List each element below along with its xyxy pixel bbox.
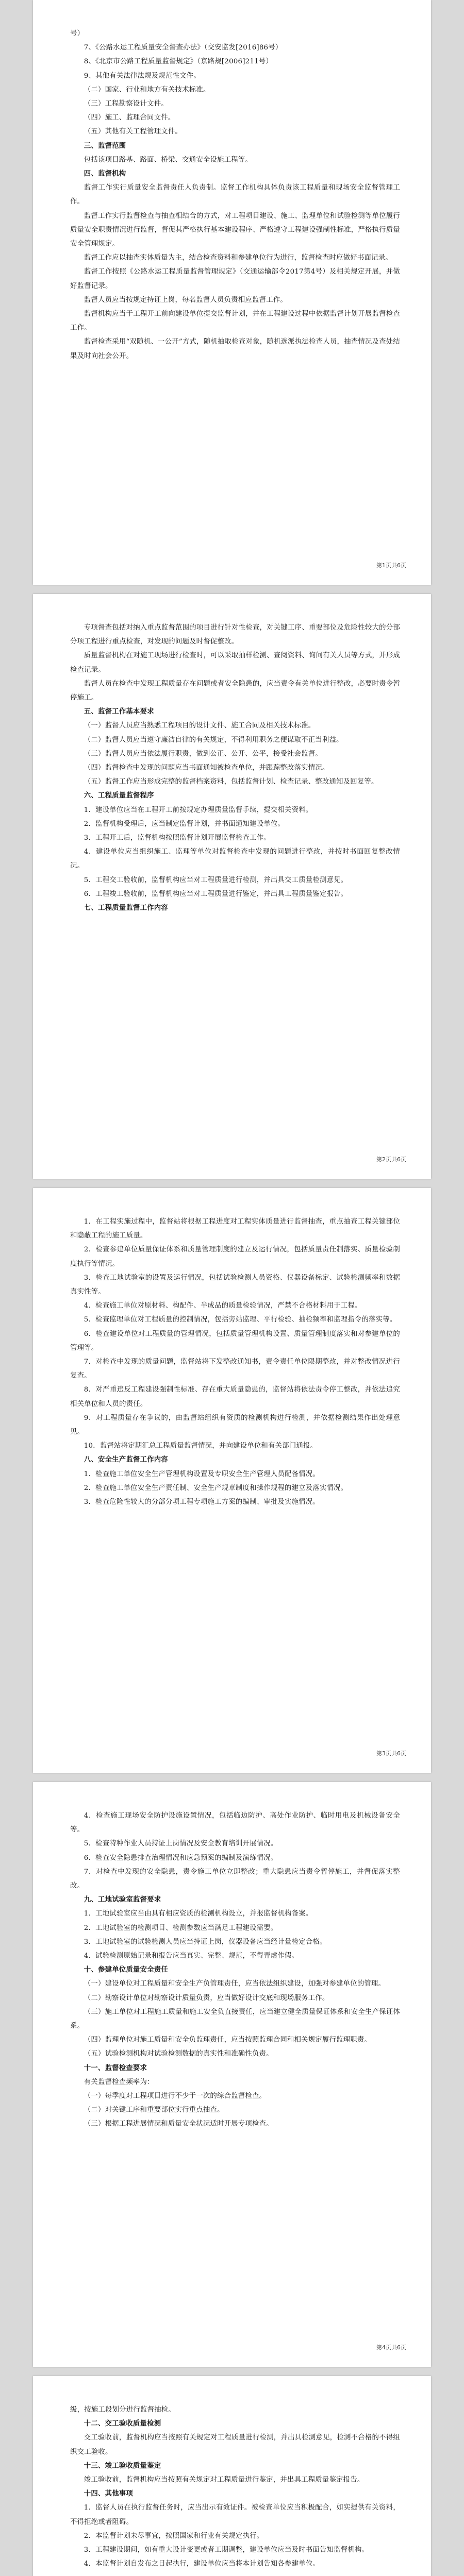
page-1-line: 监督工作实行监督检查与抽查相结合的方式，对工程项目建设、施工、监理单位和试验检测等单位履行质量安全职责情况进行监督，督促其严格执行基本建设程序、严格遵守工程建设强制性标准，严格执行质量安全管理规定。	[70, 212, 400, 248]
page-number: 第4页共6页	[376, 2344, 406, 2351]
page-5-line: 4．本监督计划自发布之日起执行，建设单位应当将本计划告知各参建单位。	[84, 2560, 320, 2568]
page-4-line: （二）对关键工序和重要部位实行重点抽查。	[84, 2106, 224, 2114]
section-heading: 四、监督机构	[84, 170, 126, 178]
page-3-content	[70, 1215, 400, 1509]
section-heading: 十一、监督检查要求	[84, 2063, 147, 2072]
page-5-content	[70, 2403, 400, 2576]
section-heading: 八、安全生产监督工作内容	[84, 1455, 168, 1464]
page-4-line: 5．检查特种作业人员持证上岗情况及安全教育培训开展情况。	[84, 1840, 278, 1848]
page-2-line: 3．工程开工后，监督机构按照监督计划开展监督检查工作。	[84, 834, 271, 842]
page-4-line: 6．检查安全隐患排查治理情况和应急预案的编制及演练情况。	[84, 1854, 278, 1862]
page-5-line: 3．工程建设期间，如有重大设计变更或者工期调整，建设单位应当及时书面告知监督机构。	[84, 2546, 369, 2554]
page-1-line: 包括该项目路基、路面、桥梁、交通安全设施工程等。	[84, 156, 252, 164]
document-page-1	[33, 0, 431, 585]
page-1-line: （二）国家、行业和地方有关技术标准。	[84, 86, 210, 94]
page-5-line: 级，按施工段划分进行监督抽检。	[70, 2406, 175, 2414]
page-2-line: （一）监督人员应当熟悉工程项目的设计文件、施工合同及相关技术标准。	[84, 722, 316, 730]
page-3-line: 1．在工程实施过程中，监督站将根据工程进度对工程实体质量进行监督抽查，重点抽查工程关键部位和隐蔽工程的施工质量。	[70, 1218, 400, 1240]
page-3-line: 6．检查建设单位对工程质量的管理情况，包括质量管理机构设置、质量管理制度落实和对参建单位的管理等。	[70, 1330, 400, 1352]
page-1-line: 监督工作按照《公路水运工程质量监督管理规定》（交通运输部令2017第4号）及相关规定开展，并做好监督记录。	[70, 268, 400, 290]
page-3-line: 8．对严重违反工程建设强制性标准、存在重大质量隐患的，监督站将依法责令停工整改，并依法追究相关单位和人员的责任。	[70, 1386, 400, 1408]
page-4-line: （四）监理单位对施工质量和安全负监理责任，应当按照监理合同和相关规定履行监理职责。	[84, 2036, 372, 2044]
page-1-line: 9、其他有关法律法规及规范性文件。	[84, 72, 201, 80]
page-number: 第3页共6页	[376, 1750, 406, 1757]
page-2-line: 6．工程竣工验收前，监督机构应当对工程质量进行鉴定，并出具工程质量鉴定报告。	[84, 890, 348, 898]
page-5-line: 2．本监督计划未尽事宜，按照国家和行业有关规定执行。	[84, 2532, 264, 2540]
page-number: 第2页共6页	[376, 1156, 406, 1163]
page-1-line: 8、《北京市公路工程质量监督规定》（京路规[2006]211号）	[84, 58, 273, 66]
document-page-3	[33, 1188, 431, 1773]
page-4-line: 4．试验检测原始记录和报告应当真实、完整、规范，不得弄虚作假。	[84, 1952, 299, 1960]
page-1-line: 监督机构应当于工程开工前向建设单位提交监督计划，并在工程建设过程中依据监督计划开展监督检查工作。	[70, 310, 400, 332]
page-1-line: 监督工作应以抽查实体质量为主，结合检查资料和参建单位行为进行，监督检查时应做好书面记录。	[84, 254, 392, 262]
section-heading: 十三、竣工验收质量鉴定	[84, 2461, 161, 2470]
page-2-content	[70, 621, 400, 915]
page-3-line: 2．检查参建单位质量保证体系和质量管理制度的建立及运行情况，包括质量责任制落实、质量检验制度执行等情况。	[70, 1246, 400, 1268]
section-heading: 七、工程质量监督工作内容	[84, 904, 168, 912]
page-3-line: 2．检查施工单位安全生产责任制、安全生产规章制度和操作规程的建立及落实情况。	[84, 1484, 348, 1492]
page-3-line: 10．监督站将定期汇总工程质量监督情况，并向建设单位和有关部门通报。	[84, 1442, 318, 1450]
page-4-line: （五）试验检测机构对试验检测数据的真实性和准确性负责。	[84, 2050, 273, 2058]
document-page-4	[33, 1782, 431, 2367]
page-1-content	[70, 27, 400, 363]
page-5-line: 交工验收前，监督机构应当按照有关规定对工程质量进行检测，并出具检测意见，检测不合格的不得组织交工验收。	[70, 2434, 400, 2456]
section-heading: 十四、其他事项	[84, 2489, 133, 2498]
page-4-content	[70, 1809, 400, 2131]
page-4-line: 7．对检查中发现的安全隐患，责令施工单位立即整改；重大隐患应当责令暂停施工，并督促落实整改。	[70, 1868, 400, 1890]
page-2-line: 监督人员在检查中发现工程质量存在问题或者安全隐患的，应当责令有关单位进行整改，必要时责令暂停施工。	[70, 680, 400, 702]
page-2-line: 1．建设单位应当在工程开工前按规定办理质量监督手续，提交相关资料。	[84, 806, 313, 814]
page-3-line: 3．检查危险性较大的分部分项工程专项施工方案的编制、审批及实施情况。	[84, 1498, 320, 1506]
page-1-line: 监督检查采用“双随机、一公开”方式，随机抽取检查对象，随机选派执法检查人员，抽查情况及查处结果及时向社会公开。	[70, 338, 400, 360]
section-heading: 三、监督范围	[84, 141, 126, 150]
document-page-5	[33, 2376, 431, 2576]
page-number: 第1页共6页	[376, 562, 406, 569]
page-4-line: （一）每季度对工程项目进行不少于一次的综合监督检查。	[84, 2092, 267, 2100]
page-3-line: 1．检查施工单位安全生产管理机构设置及专职安全生产管理人员配备情况。	[84, 1470, 320, 1478]
page-4-line: 3．工地试验室的试验检测人员应当持证上岗，仪器设备应当经计量检定合格。	[84, 1938, 327, 1946]
section-heading: 九、工地试验室监督要求	[84, 1895, 161, 1904]
page-4-line: 1．工地试验室应当由具有相应资质的检测机构设立，并报监督机构备案。	[84, 1910, 313, 1918]
page-1-line: 监督人员应当按规定持证上岗，每名监督人员负责相应监督工作。	[84, 296, 287, 304]
page-4-line: （三）根据工程进展情况和质量安全状况适时开展专项检查。	[84, 2120, 273, 2128]
section-heading: 五、监督工作基本要求	[84, 707, 154, 716]
page-1-line: （五）其他有关工程管理文件。	[84, 128, 183, 136]
page-1-line: 监督工作实行质量安全监督责任人负责制。监督工作机构具体负责该工程质量和现场安全监督管理工作。	[70, 184, 400, 206]
page-5-line: 竣工验收前，监督机构应当按照有关规定对工程质量进行鉴定，并出具工程质量鉴定报告。	[84, 2476, 364, 2484]
page-2-line: 2．监督机构受理后，应当制定监督计划，并书面通知建设单位。	[84, 820, 285, 828]
page-3-line: 5．检查监理单位对工程质量的控制情况，包括旁站监理、平行检验、抽检频率和监理指令的落实等。	[84, 1316, 397, 1324]
page-3-line: 4．检查施工单位对原材料、构配件、半成品的质量检验情况，严禁不合格材料用于工程。	[84, 1302, 362, 1310]
page-3-line: 7．对检查中发现的质量问题，监督站将下发整改通知书，责令责任单位限期整改，并对整改情况进行复查。	[70, 1358, 400, 1380]
section-heading: 十、参建单位质量安全责任	[84, 1965, 168, 1974]
page-2-line: 4．建设单位应当组织施工、监理等单位对监督检查中发现的问题进行整改，并按时书面回复整改情况。	[70, 848, 400, 870]
page-2-line: 5．工程交工验收前，监督机构应当对工程质量进行检测，并出具交工质量检测意见。	[84, 876, 348, 884]
page-3-line: 3．检查工地试验室的设置及运行情况，包括试验检测人员资格、仪器设备标定、试验检测频率和数据真实性等。	[70, 1274, 400, 1296]
page-1-line: （四）施工、监理合同文件。	[84, 114, 175, 122]
page-4-line: 有关监督检查频率为：	[84, 2078, 154, 2086]
page-2-line: （四）监督检查中发现的问题应当书面通知被检查单位，并跟踪整改落实情况。	[84, 764, 329, 772]
page-2-line: （五）监督工作应当形成完整的监督档案资料，包括监督计划、检查记录、整改通知及回复等。	[84, 778, 378, 786]
page-1-line: （三）工程勘察设计文件。	[84, 100, 168, 108]
section-heading: 十二、交工验收质量检测	[84, 2419, 161, 2428]
page-2-line: 专项督查包括对纳入重点监督范围的项目进行针对性检查，对关键工序、重要部位及危险性较大的分部分项工程进行重点检查，对发现的问题及时督促整改。	[70, 624, 400, 646]
page-2-line: 质量监督机构在对施工现场进行检查时，可以采取抽样检测、查阅资料、询问有关人员等方式，并形成检查记录。	[70, 652, 400, 674]
page-1-line: 7、《公路水运工程质量安全督查办法》（交安监发[2016]86号）	[84, 44, 283, 52]
page-5-line: 1．监督人员在执行监督任务时，应当出示有效证件。被检查单位应当积极配合，如实提供有关资料，不得拒绝或者阻碍。	[70, 2504, 400, 2526]
section-heading: 六、工程质量监督程序	[84, 791, 154, 800]
page-4-line: 2．工地试验室的检测项目、检测参数应当满足工程建设需要。	[84, 1924, 278, 1932]
page-3-line: 9．对工程质量存在争议的，由监督站组织有资质的检测机构进行检测，并依据检测结果作出处理意见。	[70, 1414, 400, 1436]
page-1-line: 号）	[70, 30, 85, 38]
page-2-line: （三）监督人员应当依法履行职责，做到公正、公开、公平，接受社会监督。	[84, 750, 322, 758]
page-4-line: （一）建设单位对工程质量和安全生产负管理责任，应当依法组织建设，加强对参建单位的管理。	[84, 1980, 386, 1988]
page-4-line: （三）施工单位对工程施工质量和施工安全负直接责任，应当建立健全质量保证体系和安全生产保证体系。	[70, 2008, 400, 2030]
page-4-line: （二）勘察设计单位对勘察设计质量负责，应当做好设计交底和现场服务工作。	[84, 1994, 329, 2002]
document-page-2	[33, 594, 431, 1179]
page-2-line: （二）监督人员应当遵守廉洁自律的有关规定，不得利用职务之便谋取不正当利益。	[84, 736, 343, 744]
page-4-line: 4．检查施工现场安全防护设施设置情况，包括临边防护、高处作业防护、临时用电及机械设备安全等。	[70, 1812, 400, 1834]
